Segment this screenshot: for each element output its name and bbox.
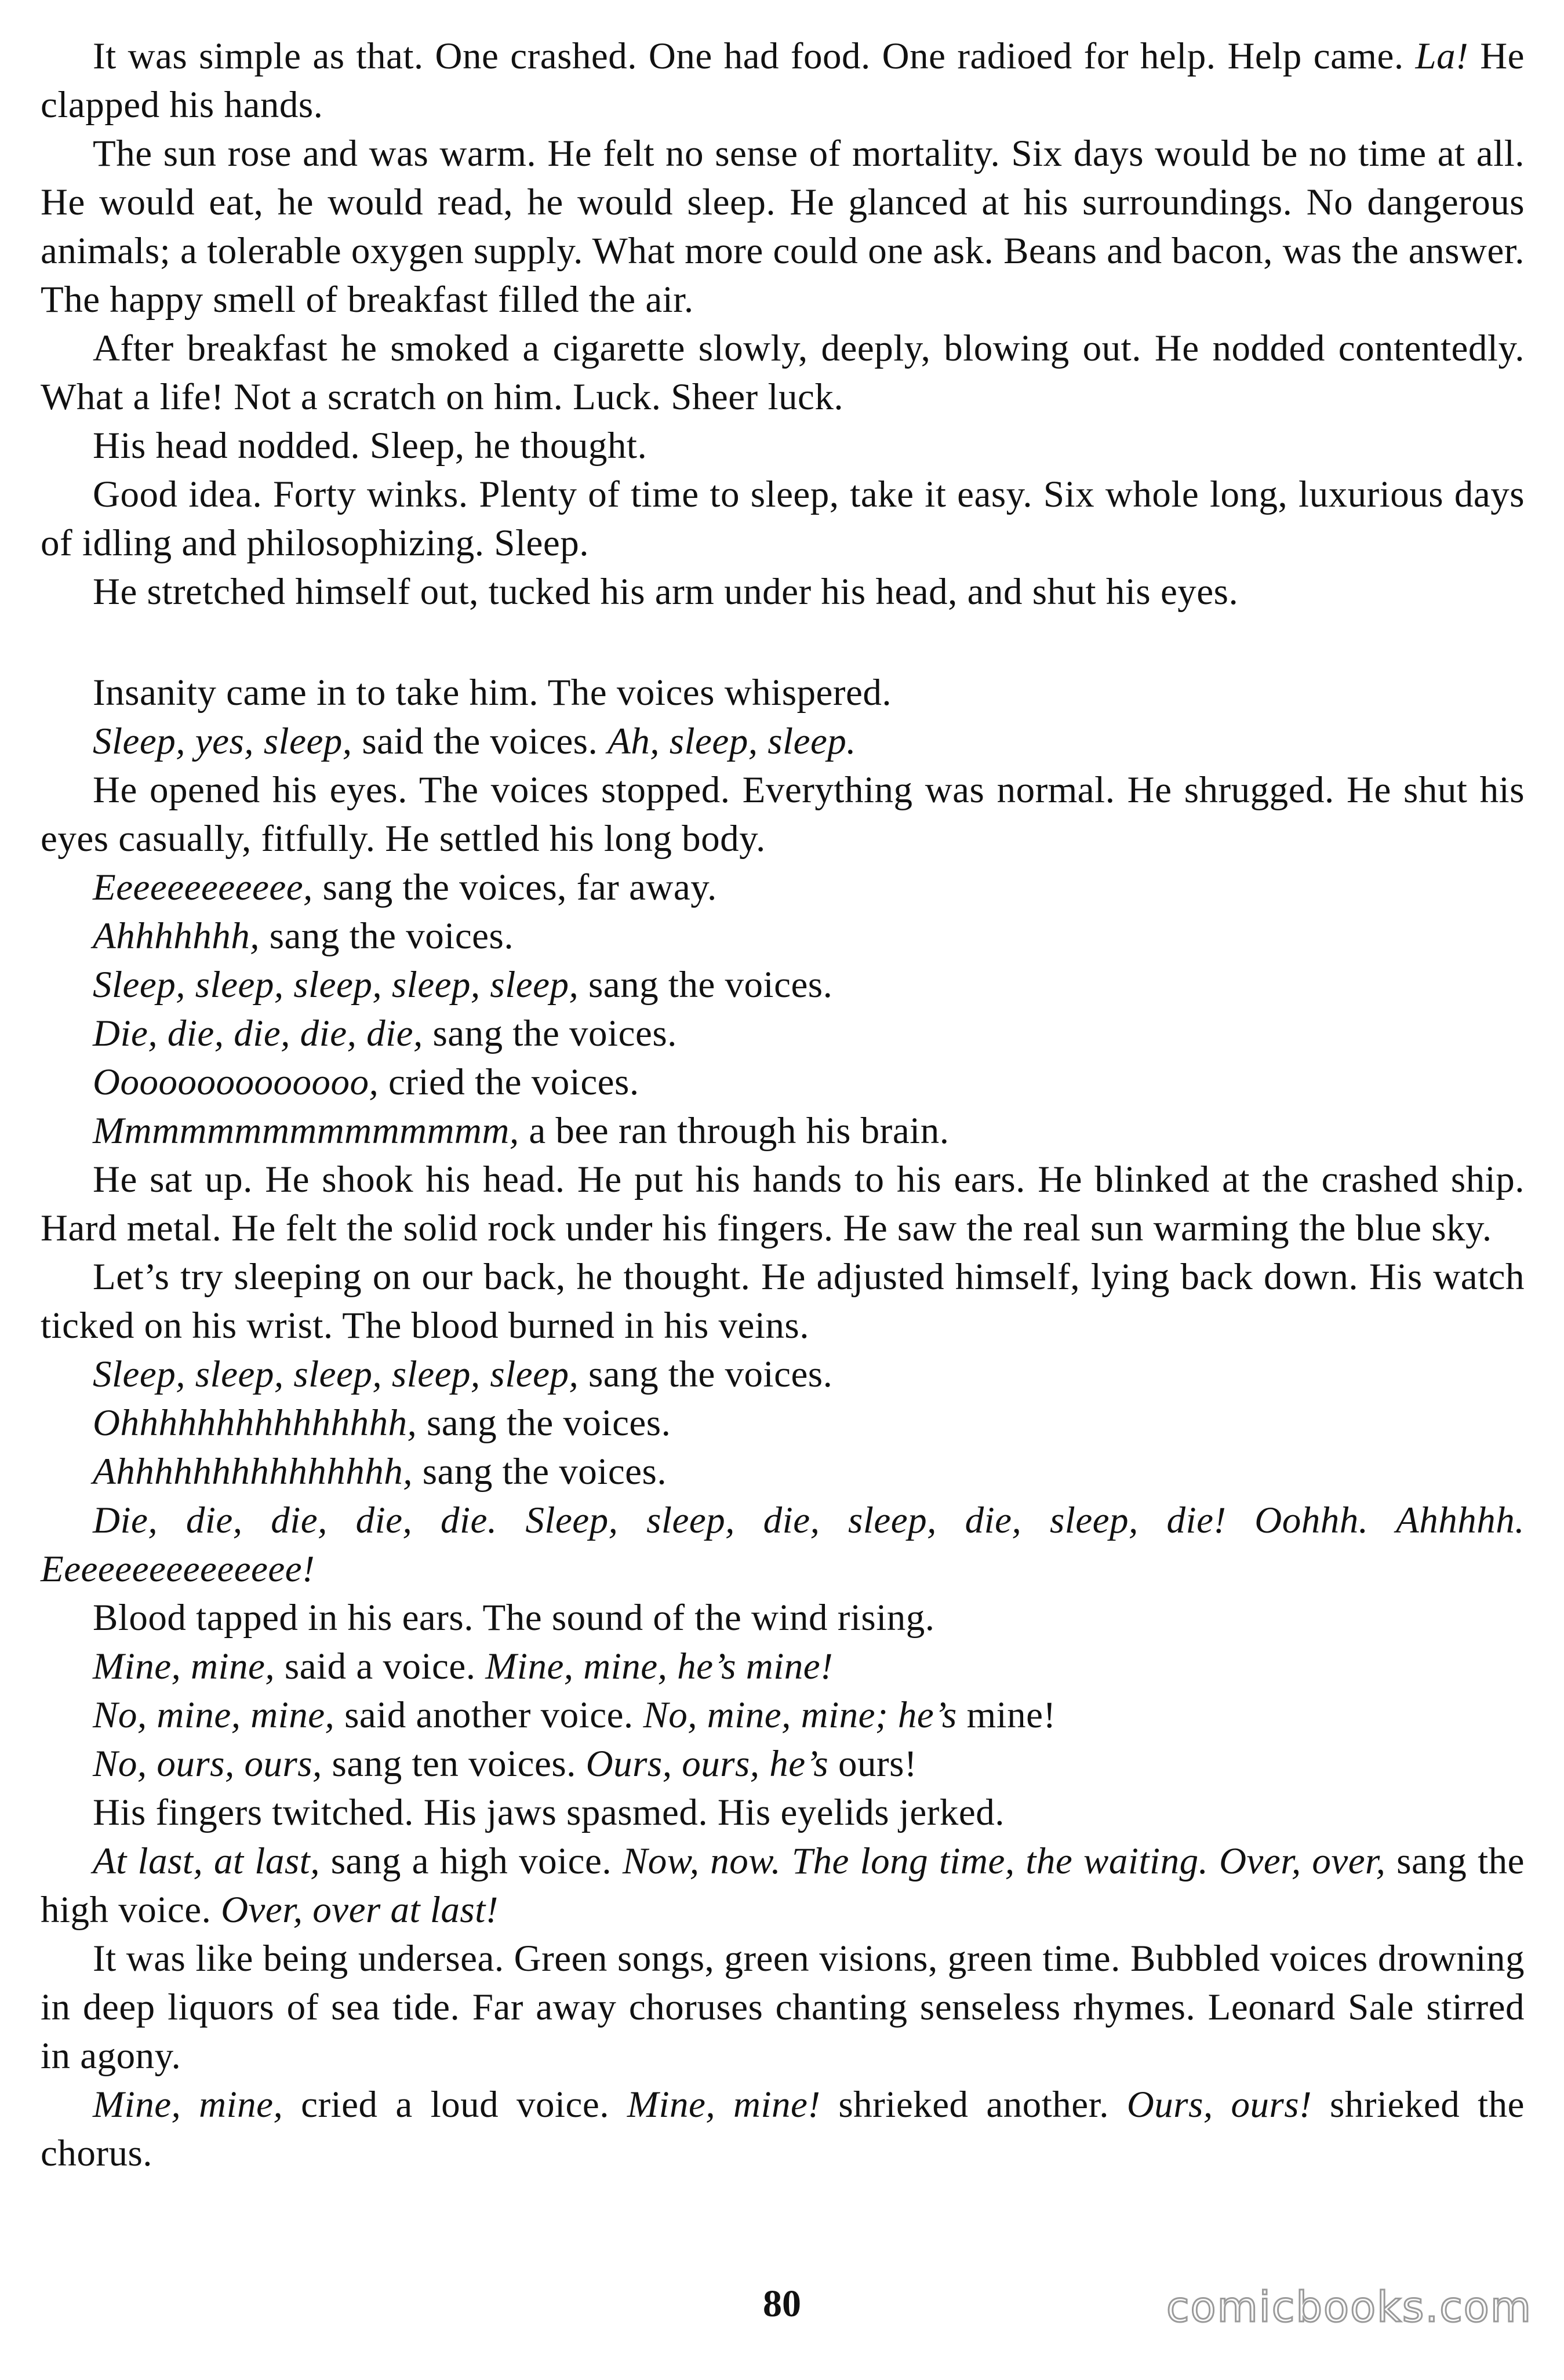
italic-text: Mine, mine, he’s mine! [485,1646,834,1687]
paragraph [41,1155,1525,1253]
text-run: mine! [956,1694,1056,1736]
text-run: He sat up. He shook his head. He put his hands to his ears. He blinked at the crashed ship. Hard metal. He felt the solid rock under his fingers. He saw the real sun warming the blue sky. [41,1159,1525,1249]
text-run: His fingers twitched. His jaws spasmed. His eyelids jerked. [93,1792,1005,1833]
text-run: a bee ran through his brain. [519,1110,950,1152]
italic-text: Mine, mine! [627,2084,821,2126]
text-run: The sun rose and was warm. He felt no sense of mortality. Six days would be no time at all. He would eat, he would read, he would sleep. He glanced at his surroundings. No dangerous animals; a tolerable oxygen supply. What more could one ask. Beans and bacon, was the answer. The happy smell of breakfast filled the air. [41,133,1525,321]
text-run: sang the voices. [412,1451,667,1493]
italic-text: La! [1415,35,1469,77]
paragraph [41,32,1525,129]
italic-text: Ours, ours! [1126,2084,1312,2126]
text-run: sang the voices, far away. [312,867,717,908]
text-run: Good idea. Forty winks. Plenty of time to sleep, take it easy. Six whole long, luxurious days of idling and philosophizing. Sleep. [41,474,1525,564]
italic-text: Sleep, yes, sleep, [93,720,352,762]
paragraph [41,129,1525,324]
text-run: shrieked another. [820,2084,1127,2126]
text-run: said the voices. [352,720,608,762]
text-run: He stretched himself out, tucked his arm under his head, and shut his eyes. [93,571,1239,613]
paragraph [41,912,1525,960]
italic-text: Ohhhhhhhhhhhhhhh, [93,1402,417,1444]
paragraph [41,1739,1525,1788]
italic-text: Die, die, die, die, die. Sleep, sleep, die, sleep, die, sleep, die! Oohhh. Ahhhhh. Eeeeeeeeeeeeeee! [41,1500,1525,1590]
italic-text: Now, now. The long time, the waiting. Over, over, [622,1840,1386,1882]
text-run: After breakfast he smoked a cigarette slowly, deeply, blowing out. He nodded contentedly. What a life! Not a scratch on him. Luck. Sheer luck. [41,327,1525,418]
italic-text: Mine, mine, [93,1646,275,1687]
paragraph [41,1107,1525,1155]
page-number: 80 [763,2283,801,2325]
text-run: ours! [828,1743,918,1785]
text-run: said another voice. [334,1694,643,1736]
text-run: said a voice. [275,1646,486,1687]
italic-text: No, ours, ours, [93,1743,322,1785]
italic-text: Over, over at last! [221,1889,499,1931]
italic-text: Sleep, sleep, sleep, sleep, sleep, [93,964,579,1006]
italic-text: Ahhhhhhh, [93,915,260,957]
italic-text: Oooooooooooooo, [93,1061,379,1103]
italic-text: Mmmmmmmmmmmmmmm, [93,1110,519,1152]
paragraph [41,2080,1525,2178]
paragraph [41,1642,1525,1691]
text-run: sang the voices. [423,1013,677,1054]
paragraph [41,1934,1525,2080]
text-run: cried the voices. [379,1061,639,1103]
text-run: Let’s try sleeping on our back, he thought. He adjusted himself, lying back down. His watch ticked on his wrist. The blood burned in his veins. [41,1256,1525,1347]
text-run: sang the voices. [579,1353,833,1395]
paragraph [41,1788,1525,1837]
paragraph [41,1593,1525,1642]
text-run: shrieked the chorus. [41,2084,1525,2174]
paragraph [41,1691,1525,1739]
italic-text: Eeeeeeeeeeee, [93,867,313,908]
italic-text: Ah, sleep, sleep. [607,720,857,762]
paragraph [41,717,1525,766]
text-run: He clapped his hands. [41,35,1525,126]
text-run: It was simple as that. One crashed. One had food. One radioed for help. Help came. [93,35,1416,77]
italic-text: Die, die, die, die, die, [93,1013,423,1054]
italic-text: At last, at last, [93,1840,320,1882]
watermark: comicbooks.com [1166,2283,1532,2331]
paragraph [41,1447,1525,1496]
page-body [41,32,1525,2327]
paragraph [41,668,1525,717]
text-run: sang the voices. [259,915,514,957]
text-run: sang the voices. [417,1402,671,1444]
text-run: sang the high voice. [41,1840,1525,1931]
text-run: His head nodded. Sleep, he thought. [93,425,648,467]
text-run: He opened his eyes. The voices stopped. Everything was normal. He shrugged. He shut his eyes casually, fitfully. He settled his long body. [41,769,1525,860]
paragraph [41,1399,1525,1447]
text-run: sang ten voices. [322,1743,586,1785]
italic-text: No, mine, mine; he’s [643,1694,957,1736]
text-run: sang a high voice. [319,1840,623,1882]
paragraph [41,1837,1525,1934]
text-run: Blood tapped in his ears. The sound of the wind rising. [93,1597,935,1639]
italic-text: No, mine, mine, [93,1694,335,1736]
text-run: sang the voices. [579,964,833,1006]
text-run: It was like being undersea. Green songs, green visions, green time. Bubbled voices drowning in deep liquors of sea tide. Far away choruses chanting senseless rhymes. Leonard Sale stirred in agony. [41,1938,1525,2077]
paragraph [41,567,1525,616]
section-break [41,616,1525,668]
paragraph [41,324,1525,421]
text-run: cried a loud voice. [283,2084,627,2126]
paragraph [41,1058,1525,1107]
italic-text: Ours, ours, he’s [585,1743,829,1785]
paragraph [41,470,1525,567]
paragraph [41,863,1525,912]
italic-text: Sleep, sleep, sleep, sleep, sleep, [93,1353,579,1395]
paragraph [41,766,1525,863]
paragraph [41,1009,1525,1058]
italic-text: Ahhhhhhhhhhhhhhh, [93,1451,413,1493]
paragraph [41,421,1525,470]
italic-text: Mine, mine, [93,2084,283,2126]
paragraph [41,1253,1525,1350]
paragraph [41,1496,1525,1593]
paragraph [41,1350,1525,1399]
text-run: Insanity came in to take him. The voices whispered. [93,672,892,714]
paragraph [41,960,1525,1009]
